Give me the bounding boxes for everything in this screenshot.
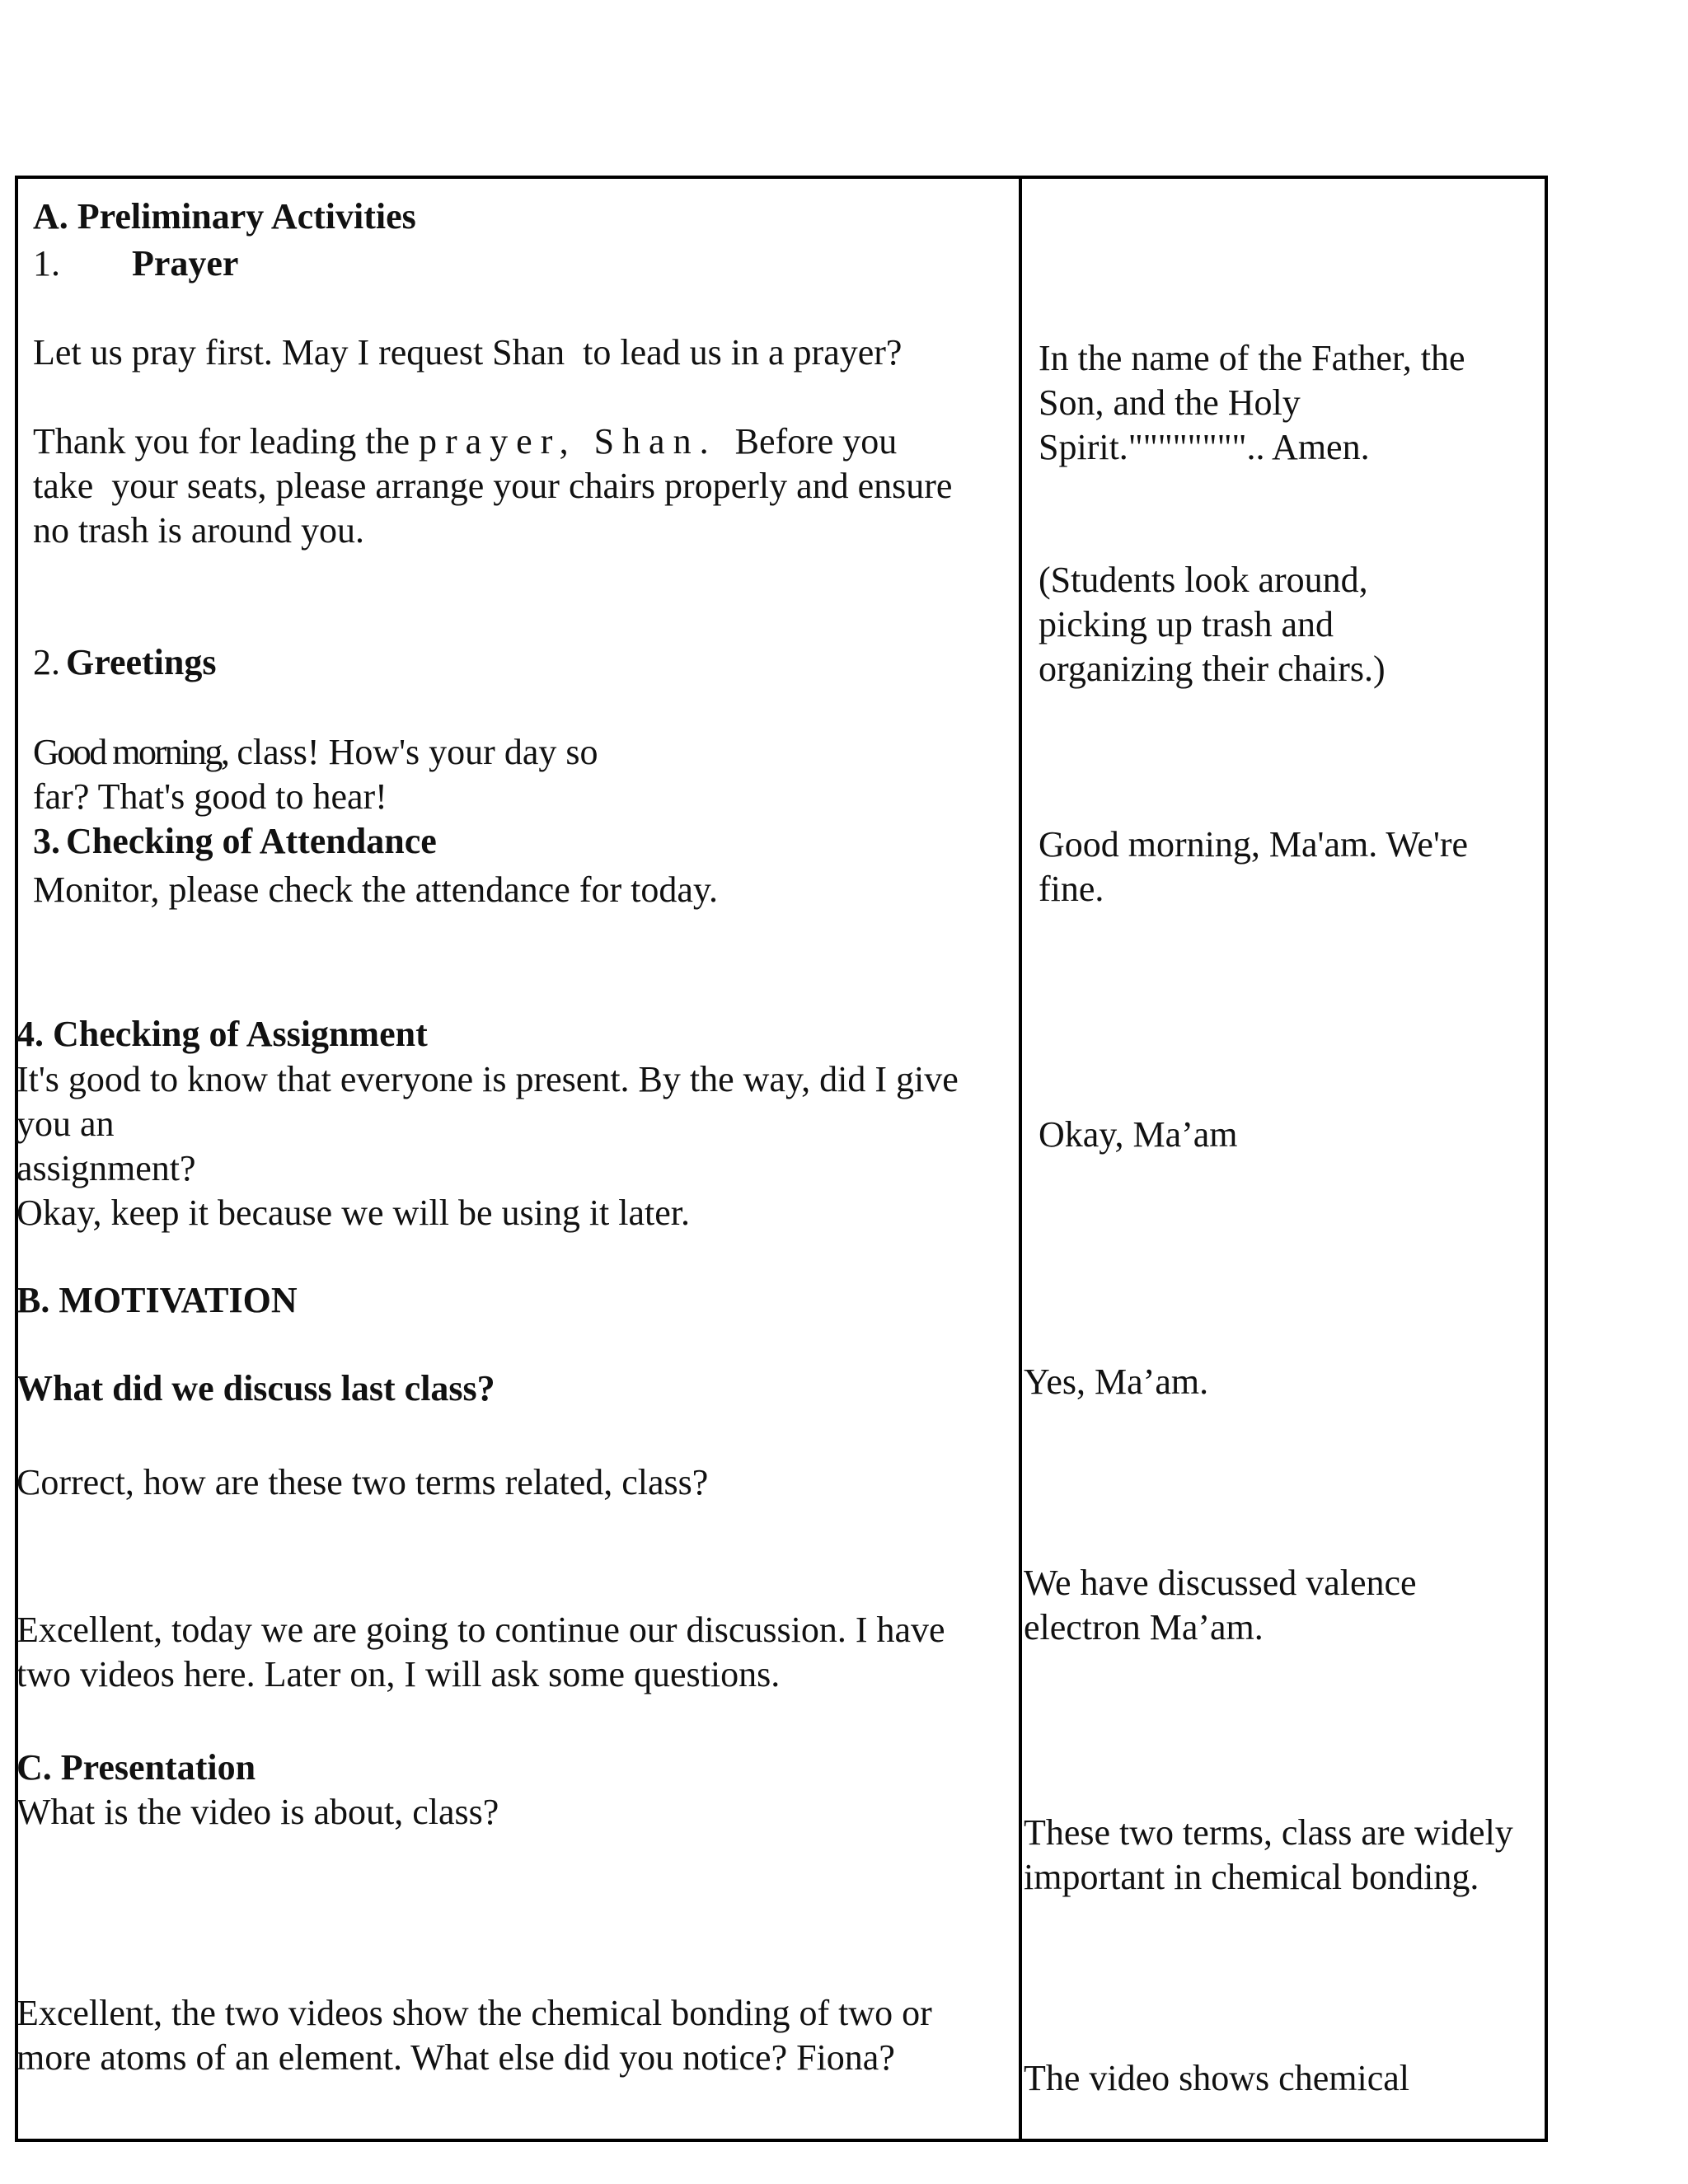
column-divider <box>1019 176 1022 2142</box>
student-greeting-line2: fine. <box>1039 869 1104 909</box>
motivation-follow-up: Correct, how are these two terms related, class? <box>16 1462 709 1502</box>
student-action-line3: organizing their chairs.) <box>1039 649 1386 689</box>
greetings-title: Greetings <box>66 642 217 682</box>
student-greeting-line1: Good morning, Ma'am. We're <box>1039 824 1469 865</box>
student-action-line1: (Students look around, <box>1039 560 1368 600</box>
presentation-excellent-line2: more atoms of an element. What else did you notice? Fiona? <box>16 2037 895 2078</box>
prayer-request: Let us pray first. May I request Shan to lead us in a prayer? <box>33 332 903 373</box>
attendance-line1: Monitor, please check the attendance for today. <box>33 869 719 910</box>
student-prayer-line3: Spirit."""""""".. Amen. <box>1039 427 1370 467</box>
prayer-thanks-spaced: prayer, Shan. <box>418 421 717 462</box>
greetings-line1 <box>33 730 598 775</box>
student-video: The video shows chemical <box>1024 2058 1409 2098</box>
greetings-line2: far? That's good to hear! <box>33 776 387 817</box>
presentation-question: What is the video is about, class? <box>16 1792 499 1832</box>
student-terms-line2: important in chemical bonding. <box>1024 1857 1479 1897</box>
attendance-number: 3. <box>33 821 60 861</box>
prayer-thanks-end: Before you <box>716 421 898 462</box>
prayer-instructions-line3: no trash is around you. <box>33 510 365 551</box>
assignment-line3: assignment? <box>16 1148 196 1188</box>
presentation-heading: C. Presentation <box>16 1747 256 1788</box>
attendance-title: Checking of Attendance <box>66 821 437 861</box>
student-okay: Okay, Ma’am <box>1039 1114 1238 1155</box>
assignment-title: 4. Checking of Assignment <box>16 1014 428 1054</box>
motivation-excellent-line2: two videos here. Later on, I will ask some questions. <box>16 1654 781 1694</box>
student-prayer-line2: Son, and the Holy <box>1039 382 1301 423</box>
greetings-question: class! How's your day so <box>227 732 598 772</box>
motivation-heading: B. MOTIVATION <box>16 1280 298 1320</box>
prayer-thanks-line <box>33 419 897 464</box>
assignment-line2: you an <box>16 1104 115 1144</box>
greetings-good-morning: Good morning, <box>33 732 228 772</box>
student-yes: Yes, Ma’am. <box>1024 1361 1209 1402</box>
student-action-line2: picking up trash and <box>1039 604 1334 644</box>
greetings-number: 2. <box>33 642 60 682</box>
motivation-question: What did we discuss last class? <box>16 1368 495 1408</box>
motivation-excellent-line1: Excellent, today we are going to continue our discussion. I have <box>16 1610 945 1650</box>
student-prayer-line1: In the name of the Father, the <box>1039 338 1465 378</box>
student-discussed-line2: electron Ma’am. <box>1024 1607 1264 1647</box>
student-terms-line1: These two terms, class are widely <box>1024 1812 1513 1853</box>
assignment-line1: It's good to know that everyone is present. By the way, did I give <box>16 1059 959 1099</box>
assignment-line4: Okay, keep it because we will be using it later. <box>16 1193 691 1233</box>
prayer-number: 1. <box>33 243 60 284</box>
student-discussed-line1: We have discussed valence <box>1024 1563 1417 1603</box>
prayer-title: Prayer <box>132 243 239 284</box>
preliminary-heading: A. Preliminary Activities <box>33 196 416 237</box>
prayer-thanks-start: Thank you for leading the <box>33 421 419 462</box>
prayer-instructions-line2: take your seats, please arrange your chairs properly and ensure <box>33 466 953 506</box>
presentation-excellent-line1: Excellent, the two videos show the chemical bonding of two or <box>16 1993 932 2033</box>
